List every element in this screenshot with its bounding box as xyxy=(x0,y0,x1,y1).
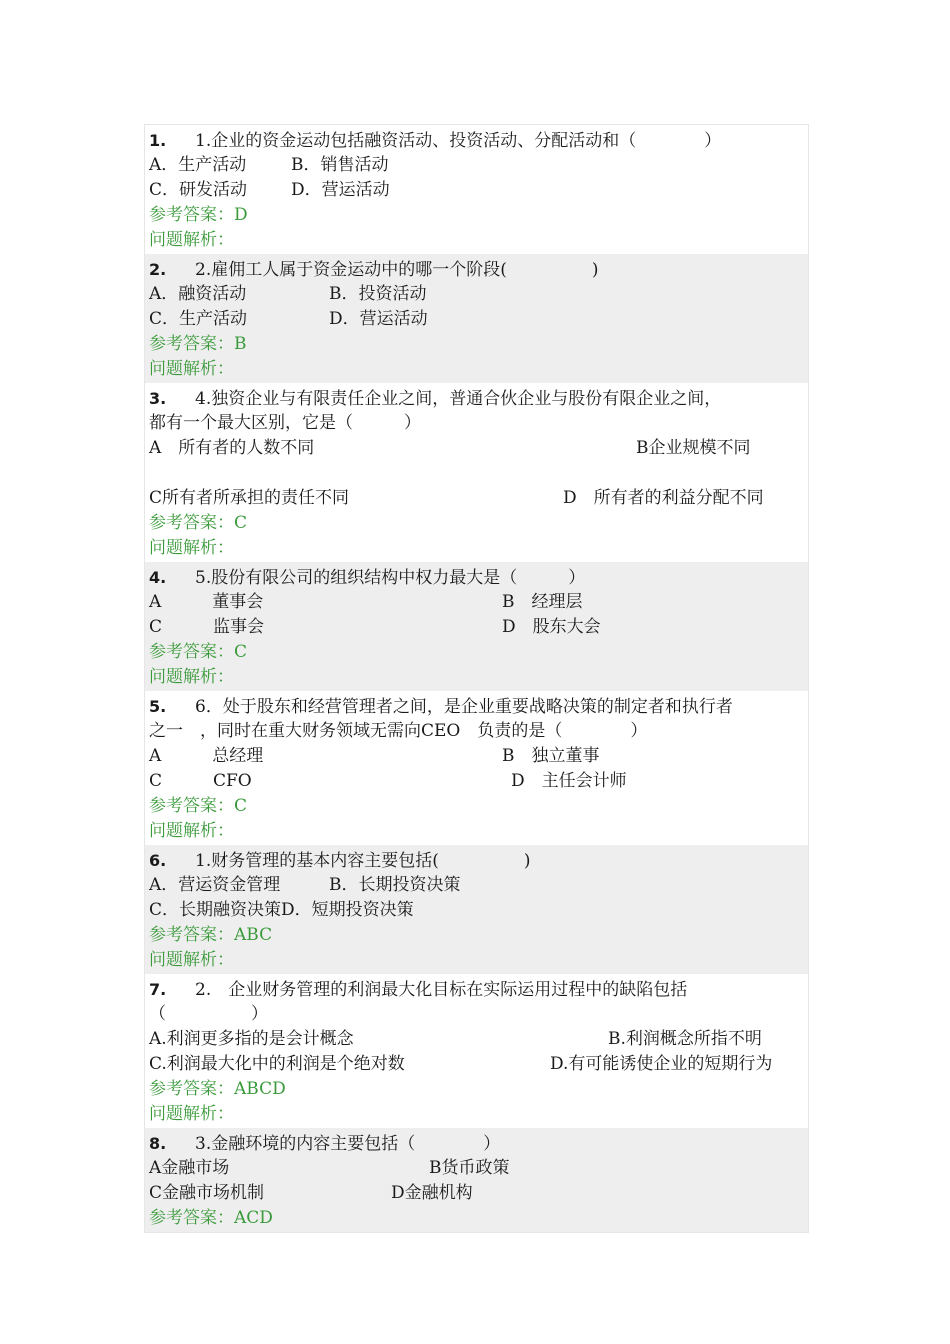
option-a: A 所有者的人数不同 xyxy=(149,438,315,458)
option-a: A．营运资金管理 xyxy=(149,875,281,895)
question-item xyxy=(145,125,808,254)
question-analysis: 问题解析： xyxy=(149,821,234,841)
question-number: 7. xyxy=(149,980,167,999)
question-sheet xyxy=(144,124,809,1233)
option-d: D 所有者的利益分配不同 xyxy=(563,488,764,508)
question-analysis: 问题解析： xyxy=(149,359,234,379)
question-analysis: 问题解析： xyxy=(149,1104,234,1124)
option-a: A．融资活动 xyxy=(149,284,247,304)
question-number: 3. xyxy=(149,389,167,408)
reference-answer: 参考答案：B xyxy=(149,334,247,354)
question-stem: 6．处于股东和经营管理者之间，是企业重要战略决策的制定者和执行者 xyxy=(195,697,733,717)
question-item xyxy=(145,845,808,974)
option-b: B．销售活动 xyxy=(291,155,389,175)
reference-answer: 参考答案：D xyxy=(149,205,248,225)
question-stem: 1.企业的资金运动包括融资活动、投资活动、分配活动和（ ） xyxy=(195,131,722,151)
question-stem: 1.财务管理的基本内容主要包括( ) xyxy=(195,851,531,871)
question-item xyxy=(145,691,808,845)
option-a: A金融市场 xyxy=(149,1158,230,1178)
option-b: B．投资活动 xyxy=(329,284,427,304)
question-number: 2. xyxy=(149,260,167,279)
option-b: B企业规模不同 xyxy=(636,438,751,458)
question-item xyxy=(145,974,808,1128)
question-number: 5. xyxy=(149,697,167,716)
option-b: B 独立董事 xyxy=(502,746,600,766)
question-number: 4. xyxy=(149,568,167,587)
reference-answer: 参考答案：C xyxy=(149,642,248,662)
option-c: C所有者所承担的责任不同 xyxy=(149,488,350,508)
option-d: D.有可能诱使企业的短期行为 xyxy=(550,1054,773,1074)
question-item xyxy=(145,562,808,691)
question-stem-continued: 都有一个最大区别，它是（ ） xyxy=(149,413,421,433)
option-d: D 主任会计师 xyxy=(511,771,627,791)
option-a: A．生产活动 xyxy=(149,155,247,175)
option-a: A 董事会 xyxy=(149,592,264,612)
question-stem-continued: 之一 ，同时在重大财务领域无需向CEO 负责的是（ ） xyxy=(149,721,648,741)
question-number: 6. xyxy=(149,851,167,870)
option-b: B货币政策 xyxy=(429,1158,510,1178)
option-d: D．营运活动 xyxy=(291,180,390,200)
question-item xyxy=(145,254,808,383)
option-b: B.利润概念所指不明 xyxy=(608,1029,762,1049)
reference-answer: 参考答案：C xyxy=(149,796,248,816)
option-c: C．研发活动 xyxy=(149,180,248,200)
option-d: D．营运活动 xyxy=(329,309,428,329)
option-d: D金融机构 xyxy=(391,1183,473,1203)
option-a: A 总经理 xyxy=(149,746,264,766)
question-analysis: 问题解析： xyxy=(149,667,234,687)
option-d: D 股东大会 xyxy=(502,617,601,637)
question-analysis: 问题解析： xyxy=(149,230,234,250)
option-a: A.利润更多指的是会计概念 xyxy=(149,1029,354,1049)
question-stem: 5.股份有限公司的组织结构中权力最大是（ ） xyxy=(195,568,586,588)
option-c: C.利润最大化中的利润是个绝对数 xyxy=(149,1054,405,1074)
question-number: 1. xyxy=(149,131,167,150)
option-b: B．长期投资决策 xyxy=(329,875,461,895)
question-stem: 3.金融环境的内容主要包括（ ） xyxy=(195,1134,501,1154)
option-c: C CFO xyxy=(149,771,252,791)
question-item xyxy=(145,1128,808,1232)
option-c-d: C．长期融资决策D．短期投资决策 xyxy=(149,900,414,920)
reference-answer: 参考答案：ABCD xyxy=(149,1079,286,1099)
option-c: C金融市场机制 xyxy=(149,1183,265,1203)
option-c: C．生产活动 xyxy=(149,309,248,329)
reference-answer: 参考答案：ABC xyxy=(149,925,273,945)
question-number: 8. xyxy=(149,1134,167,1153)
question-item xyxy=(145,383,808,562)
question-stem: 2.雇佣工人属于资金运动中的哪一个阶段( ) xyxy=(195,260,599,280)
option-b: B 经理层 xyxy=(502,592,583,612)
option-c: C 监事会 xyxy=(149,617,265,637)
blank-line xyxy=(149,461,804,486)
question-analysis: 问题解析： xyxy=(149,950,234,970)
reference-answer: 参考答案：ACD xyxy=(149,1208,273,1228)
question-stem-continued: （ ） xyxy=(149,1004,268,1024)
question-analysis: 问题解析： xyxy=(149,538,234,558)
question-stem: 2. 企业财务管理的利润最大化目标在实际运用过程中的缺陷包括 xyxy=(195,980,688,1000)
reference-answer: 参考答案：C xyxy=(149,513,248,533)
question-stem: 4.独资企业与有限责任企业之间，普通合伙企业与股份有限企业之间， xyxy=(195,389,722,409)
